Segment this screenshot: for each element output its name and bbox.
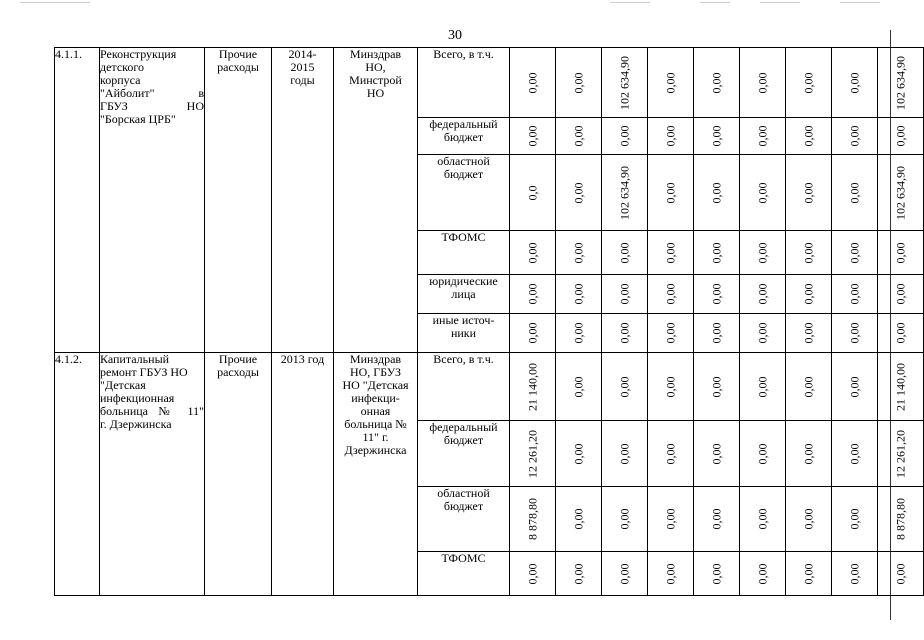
amount-value: 0,00 bbox=[755, 376, 769, 397]
amount-cell bbox=[832, 353, 878, 421]
amount-cell bbox=[602, 231, 648, 275]
amount-value: 0,00 bbox=[525, 72, 539, 93]
amount-cell bbox=[648, 353, 694, 421]
amount-cell bbox=[786, 155, 832, 231]
funding-source bbox=[418, 421, 510, 487]
amount-value: 0,00 bbox=[709, 376, 723, 397]
amount-cell bbox=[786, 421, 832, 487]
amount-cell bbox=[556, 155, 602, 231]
amount-value: 0,00 bbox=[663, 283, 677, 305]
amount-cell bbox=[740, 353, 786, 421]
row-index: 4.1.1. bbox=[55, 48, 100, 353]
amount-cell bbox=[510, 421, 556, 487]
amount-value: 0,00 bbox=[893, 563, 907, 584]
project-name-line: Капитальный bbox=[100, 352, 170, 366]
amount-cell bbox=[648, 48, 694, 118]
amount-cell bbox=[832, 48, 878, 118]
amount-cell bbox=[602, 552, 648, 596]
amount-cell bbox=[694, 487, 740, 552]
amount-cell bbox=[648, 314, 694, 353]
amount-value: 0,00 bbox=[801, 376, 815, 397]
responsible-org-line: больница № bbox=[344, 417, 407, 431]
period-line: 2015 bbox=[290, 60, 315, 74]
amount-value: 0,00 bbox=[801, 443, 815, 464]
amount-cell bbox=[510, 353, 556, 421]
responsible-org-line: НО bbox=[366, 86, 385, 100]
amount-value: 0,00 bbox=[893, 242, 907, 263]
amount-value: 0,00 bbox=[617, 443, 631, 464]
amount-value: 0,00 bbox=[571, 125, 585, 147]
amount-cell bbox=[832, 487, 878, 552]
amount-cell bbox=[694, 314, 740, 353]
amount-cell bbox=[694, 421, 740, 487]
funding-source-line: иные источ- bbox=[432, 313, 495, 327]
funding-source bbox=[418, 552, 510, 596]
amount-cell bbox=[694, 155, 740, 231]
funding-source-line: областной bbox=[437, 154, 490, 168]
amount-value: 0,00 bbox=[571, 283, 585, 305]
amount-cell bbox=[556, 314, 602, 353]
amount-cell bbox=[602, 275, 648, 314]
amount-value: 0,00 bbox=[755, 283, 769, 305]
amount-cell bbox=[786, 487, 832, 552]
expense-type bbox=[205, 353, 272, 596]
amount-value: 0,00 bbox=[571, 563, 585, 584]
amount-value: 0,00 bbox=[893, 125, 907, 147]
amount-cell bbox=[740, 275, 786, 314]
amount-value: 0,00 bbox=[663, 563, 677, 584]
funding-source-line: ники bbox=[450, 326, 477, 340]
amount-cell bbox=[832, 314, 878, 353]
period bbox=[272, 353, 334, 596]
project-name-line: инфекционная bbox=[100, 391, 175, 405]
amount-cell bbox=[556, 552, 602, 596]
amount-value: 0,00 bbox=[801, 242, 815, 263]
amount-cell bbox=[740, 155, 786, 231]
amount-value: 0,00 bbox=[801, 322, 815, 344]
funding-source-line: Всего, в т.ч. bbox=[433, 47, 494, 61]
amount-cell bbox=[786, 314, 832, 353]
amount-cell bbox=[832, 421, 878, 487]
amount-value: 0,00 bbox=[663, 443, 677, 464]
funding-source-line: ТФОМС bbox=[441, 230, 486, 244]
amount-value: 102 634,90 bbox=[893, 165, 907, 220]
amount-value: 0,00 bbox=[617, 508, 631, 530]
funding-source bbox=[418, 118, 510, 155]
amount-cell bbox=[648, 487, 694, 552]
amount-value: 0,00 bbox=[755, 563, 769, 584]
project-name-line: "Айболит" в bbox=[100, 86, 204, 100]
amount-value: 0,00 bbox=[571, 182, 585, 203]
amount-value: 0,00 bbox=[755, 242, 769, 263]
amount-value: 0,00 bbox=[663, 125, 677, 147]
amount-value: 0,00 bbox=[801, 72, 815, 93]
amount-cell bbox=[510, 48, 556, 118]
amount-cell bbox=[786, 353, 832, 421]
amount-cell bbox=[556, 48, 602, 118]
responsible-org-line: онная bbox=[360, 404, 391, 418]
project-name-line: детского bbox=[100, 60, 144, 74]
scan-edge-marks bbox=[0, 0, 905, 6]
project-name-line: больница № 11" bbox=[100, 404, 204, 418]
funding-source bbox=[418, 487, 510, 552]
funding-source-line: бюджет bbox=[443, 167, 484, 181]
amount-cell bbox=[878, 155, 924, 231]
amount-cell bbox=[832, 231, 878, 275]
funding-table bbox=[54, 47, 924, 596]
amount-value: 102 634,90 bbox=[617, 165, 631, 220]
amount-value: 0,00 bbox=[617, 563, 631, 584]
amount-cell bbox=[602, 353, 648, 421]
amount-value: 0,00 bbox=[663, 72, 677, 93]
amount-value: 0,00 bbox=[525, 322, 539, 344]
amount-cell bbox=[878, 118, 924, 155]
amount-value: 102 634,90 bbox=[893, 55, 907, 110]
amount-value: 0,00 bbox=[847, 242, 861, 263]
amount-value: 0,00 bbox=[847, 443, 861, 464]
responsible-org bbox=[334, 48, 418, 353]
amount-cell bbox=[602, 48, 648, 118]
project-name bbox=[100, 48, 205, 353]
amount-cell bbox=[510, 231, 556, 275]
amount-value: 0,00 bbox=[893, 283, 907, 305]
amount-cell bbox=[602, 487, 648, 552]
amount-value: 0,00 bbox=[801, 125, 815, 147]
amount-cell bbox=[740, 231, 786, 275]
amount-cell bbox=[832, 155, 878, 231]
responsible-org-line: Минстрой bbox=[349, 73, 402, 87]
amount-cell bbox=[740, 421, 786, 487]
responsible-org-line: Дзержинска bbox=[344, 443, 407, 457]
amount-value: 0,00 bbox=[801, 563, 815, 584]
amount-cell bbox=[510, 314, 556, 353]
amount-value: 0,00 bbox=[755, 322, 769, 344]
amount-cell bbox=[878, 275, 924, 314]
amount-cell bbox=[510, 118, 556, 155]
amount-cell bbox=[786, 48, 832, 118]
funding-source bbox=[418, 314, 510, 353]
responsible-org-line: НО, bbox=[365, 60, 386, 74]
amount-value: 0,00 bbox=[617, 242, 631, 263]
amount-value: 0,00 bbox=[571, 443, 585, 464]
amount-cell bbox=[878, 552, 924, 596]
amount-cell bbox=[510, 552, 556, 596]
table-row bbox=[55, 48, 924, 118]
funding-source-line: юридические bbox=[429, 274, 498, 288]
row-index: 4.1.2. bbox=[55, 353, 100, 596]
amount-cell bbox=[510, 275, 556, 314]
responsible-org-line: НО, ГБУЗ bbox=[349, 365, 402, 379]
amount-value: 0,00 bbox=[755, 508, 769, 530]
amount-value: 0,00 bbox=[525, 283, 539, 305]
amount-value: 0,00 bbox=[847, 283, 861, 305]
amount-value: 8 878,80 bbox=[893, 498, 907, 540]
amount-cell bbox=[786, 118, 832, 155]
amount-value: 0,00 bbox=[525, 563, 539, 584]
amount-value: 0,00 bbox=[525, 242, 539, 263]
project-name-line: "Детская bbox=[100, 378, 146, 392]
amount-cell bbox=[878, 231, 924, 275]
amount-cell bbox=[510, 155, 556, 231]
amount-cell bbox=[648, 231, 694, 275]
amount-value: 0,00 bbox=[709, 508, 723, 530]
funding-source-line: федеральный bbox=[429, 420, 498, 434]
amount-value: 0,00 bbox=[571, 242, 585, 263]
amount-value: 0,00 bbox=[709, 125, 723, 147]
funding-source-line: Всего, в т.ч. bbox=[433, 352, 494, 366]
funding-source-line: лица bbox=[451, 287, 476, 301]
amount-cell bbox=[740, 552, 786, 596]
amount-cell bbox=[556, 421, 602, 487]
amount-value: 0,00 bbox=[571, 72, 585, 93]
amount-value: 0,00 bbox=[755, 182, 769, 203]
amount-value: 0,00 bbox=[709, 283, 723, 305]
expense-type-line: расходы bbox=[217, 365, 259, 379]
amount-cell bbox=[648, 552, 694, 596]
amount-value: 0,00 bbox=[617, 283, 631, 305]
amount-cell bbox=[878, 314, 924, 353]
amount-cell bbox=[510, 487, 556, 552]
funding-source-line: бюджет bbox=[443, 433, 484, 447]
amount-cell bbox=[602, 421, 648, 487]
amount-cell bbox=[602, 155, 648, 231]
amount-cell bbox=[786, 275, 832, 314]
amount-value: 0,00 bbox=[663, 376, 677, 397]
amount-value: 0,00 bbox=[709, 443, 723, 464]
funding-source bbox=[418, 155, 510, 231]
amount-cell bbox=[556, 118, 602, 155]
amount-value: 0,00 bbox=[709, 182, 723, 203]
amount-value: 0,00 bbox=[709, 242, 723, 263]
amount-cell bbox=[878, 48, 924, 118]
amount-value: 0,00 bbox=[663, 182, 677, 203]
amount-cell bbox=[556, 231, 602, 275]
amount-value: 0,00 bbox=[755, 443, 769, 464]
amount-cell bbox=[602, 314, 648, 353]
amount-value: 0,00 bbox=[801, 283, 815, 305]
table-row bbox=[55, 353, 924, 421]
amount-value: 0,00 bbox=[893, 322, 907, 344]
amount-cell bbox=[786, 552, 832, 596]
amount-value: 0,00 bbox=[801, 182, 815, 203]
funding-source-line: бюджет bbox=[443, 499, 484, 513]
responsible-org-line: 11" г. bbox=[362, 430, 389, 444]
amount-cell bbox=[694, 353, 740, 421]
funding-source-line: областной bbox=[437, 486, 490, 500]
amount-cell bbox=[878, 353, 924, 421]
amount-cell bbox=[648, 275, 694, 314]
period bbox=[272, 48, 334, 353]
amount-value: 0,00 bbox=[571, 508, 585, 530]
responsible-org bbox=[334, 353, 418, 596]
project-name-line: г. Дзержинска bbox=[100, 417, 172, 431]
amount-cell bbox=[832, 118, 878, 155]
amount-value: 0,00 bbox=[847, 376, 861, 397]
amount-value: 102 634,90 bbox=[617, 55, 631, 110]
amount-value: 0,00 bbox=[571, 322, 585, 344]
amount-value: 0,00 bbox=[847, 322, 861, 344]
project-name-line: ремонт ГБУЗ НО bbox=[100, 365, 188, 379]
amount-cell bbox=[602, 118, 648, 155]
amount-value: 0,00 bbox=[755, 72, 769, 93]
amount-cell bbox=[556, 353, 602, 421]
amount-cell bbox=[556, 487, 602, 552]
amount-cell bbox=[832, 275, 878, 314]
amount-cell bbox=[694, 552, 740, 596]
period-line: 2014- bbox=[288, 47, 317, 61]
amount-value: 8 878,80 bbox=[525, 498, 539, 540]
period-line: 2013 год bbox=[280, 352, 325, 366]
amount-value: 12 261,20 bbox=[525, 429, 539, 478]
amount-value: 0,00 bbox=[617, 125, 631, 147]
responsible-org-line: Минздрав bbox=[349, 352, 402, 366]
amount-value: 0,00 bbox=[847, 563, 861, 584]
amount-value: 21 140,00 bbox=[893, 362, 907, 411]
period-line: годы bbox=[290, 73, 315, 87]
expense-type-line: Прочие bbox=[218, 352, 258, 366]
amount-cell bbox=[832, 552, 878, 596]
amount-value: 0,00 bbox=[801, 508, 815, 530]
amount-cell bbox=[648, 421, 694, 487]
expense-type-line: расходы bbox=[217, 60, 259, 74]
amount-value: 0,00 bbox=[847, 508, 861, 530]
project-name bbox=[100, 353, 205, 596]
amount-value: 0,00 bbox=[709, 563, 723, 584]
amount-cell bbox=[556, 275, 602, 314]
amount-value: 0,00 bbox=[571, 376, 585, 397]
amount-value: 0,00 bbox=[847, 125, 861, 147]
funding-source-line: ТФОМС bbox=[441, 551, 486, 565]
amount-value: 0,00 bbox=[617, 322, 631, 344]
funding-source bbox=[418, 231, 510, 275]
amount-cell bbox=[694, 118, 740, 155]
amount-cell bbox=[694, 48, 740, 118]
amount-value: 12 261,20 bbox=[893, 429, 907, 478]
project-name-line: ГБУЗ НО bbox=[100, 99, 204, 113]
amount-value: 0,00 bbox=[847, 182, 861, 203]
funding-source bbox=[418, 353, 510, 421]
amount-cell bbox=[740, 48, 786, 118]
funding-source-line: бюджет bbox=[443, 130, 484, 144]
funding-source-line: федеральный bbox=[429, 117, 498, 131]
amount-value: 0,00 bbox=[525, 125, 539, 147]
amount-cell bbox=[878, 421, 924, 487]
responsible-org-line: Минздрав bbox=[349, 47, 402, 61]
amount-value: 21 140,00 bbox=[525, 362, 539, 411]
amount-cell bbox=[740, 118, 786, 155]
amount-value: 0,00 bbox=[663, 322, 677, 344]
amount-value: 0,00 bbox=[847, 72, 861, 93]
amount-value: 0,00 bbox=[617, 376, 631, 397]
amount-value: 0,00 bbox=[663, 242, 677, 263]
project-name-line: Реконструкция bbox=[100, 47, 177, 61]
amount-value: 0,00 bbox=[709, 72, 723, 93]
project-name-line: "Борская ЦРБ" bbox=[100, 112, 176, 126]
responsible-org-line: инфекци- bbox=[351, 391, 400, 405]
amount-value: 0,00 bbox=[755, 125, 769, 147]
amount-cell bbox=[786, 231, 832, 275]
project-name-line: корпуса bbox=[100, 73, 141, 87]
funding-source bbox=[418, 275, 510, 314]
expense-type-line: Прочие bbox=[218, 47, 258, 61]
amount-value: 0,00 bbox=[709, 322, 723, 344]
amount-cell bbox=[648, 118, 694, 155]
amount-cell bbox=[694, 275, 740, 314]
responsible-org-line: НО "Детская bbox=[342, 378, 409, 392]
amount-cell bbox=[878, 487, 924, 552]
amount-cell bbox=[648, 155, 694, 231]
amount-cell bbox=[740, 487, 786, 552]
funding-source bbox=[418, 48, 510, 118]
amount-cell bbox=[694, 231, 740, 275]
amount-cell bbox=[740, 314, 786, 353]
page-number: 30 bbox=[448, 28, 462, 43]
amount-value: 0,00 bbox=[663, 508, 677, 530]
amount-value: 0,0 bbox=[525, 185, 539, 200]
expense-type bbox=[205, 48, 272, 353]
